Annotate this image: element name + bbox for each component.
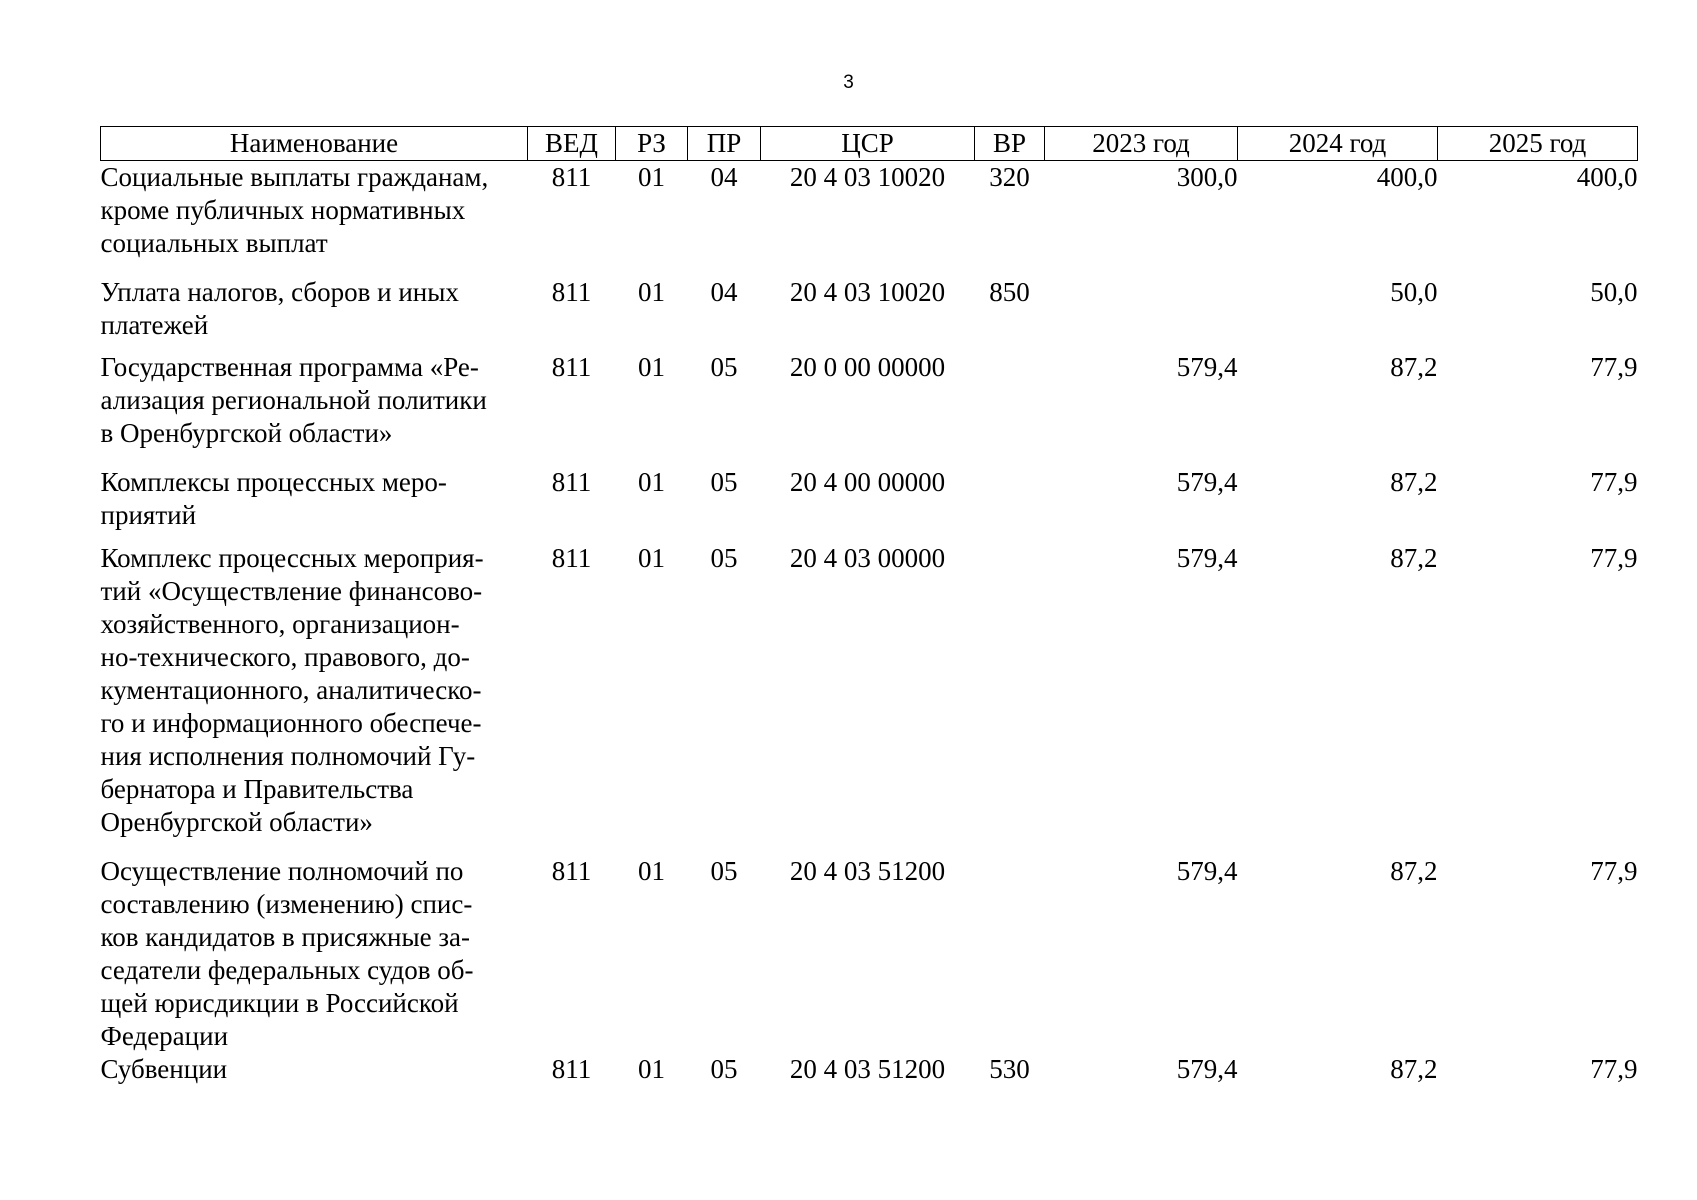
header-2023: 2023 год [1045, 127, 1238, 161]
table-row [101, 1053, 1638, 1086]
cell-ved: 811 [551, 467, 592, 497]
cell-pr: 05 [710, 352, 738, 382]
cell-vr [975, 855, 1045, 1053]
cell-name: Государственная программа «Ре- ализация региональной политики в Оренбургской области» [100, 352, 487, 448]
cell-2025: 77,9 [1590, 543, 1638, 573]
header-vr: ВР [975, 127, 1045, 161]
cell-2024: 87,2 [1390, 543, 1438, 573]
cell-2024: 87,2 [1390, 467, 1438, 497]
cell-pr: 05 [710, 467, 738, 497]
table-row [101, 542, 1638, 855]
cell-ved: 811 [551, 543, 592, 573]
cell-csr: 20 4 03 51200 [789, 856, 946, 886]
cell-2024: 400,0 [1376, 162, 1438, 192]
cell-2023: 579,4 [1176, 1054, 1238, 1084]
cell-ved: 811 [551, 162, 592, 192]
cell-ved: 811 [551, 856, 592, 886]
cell-vr [975, 466, 1045, 542]
cell-vr: 320 [989, 162, 1030, 192]
cell-2025: 77,9 [1590, 856, 1638, 886]
cell-csr: 20 4 03 10020 [789, 277, 946, 307]
cell-2025: 400,0 [1576, 162, 1638, 192]
cell-pr: 04 [710, 277, 738, 307]
cell-2023: 579,4 [1176, 856, 1238, 886]
cell-ved: 811 [551, 1054, 592, 1084]
header-pr: ПР [688, 127, 761, 161]
cell-vr [975, 542, 1045, 855]
cell-pr: 05 [710, 856, 738, 886]
cell-2023: 300,0 [1176, 162, 1238, 192]
cell-ved: 811 [551, 352, 592, 382]
cell-rz: 01 [638, 467, 665, 497]
table-row [101, 276, 1638, 351]
cell-csr: 20 0 00 00000 [789, 352, 946, 382]
header-2025: 2025 год [1438, 127, 1638, 161]
cell-csr: 20 4 03 10020 [789, 162, 946, 192]
cell-name: Комплекс процессных мероприя- тий «Осуществление финансово- хозяйственного, организацион- но-технического, правового, до- кументационного, аналитическо- го и информационного обеспече- ния исполнения полномочий Гу- бернатора и Правительства Оренбургской области» [100, 543, 484, 837]
cell-rz: 01 [638, 856, 665, 886]
table-row [101, 855, 1638, 1053]
cell-rz: 01 [638, 1054, 665, 1084]
cell-name: Субвенции [100, 1054, 228, 1084]
table-row [101, 161, 1638, 277]
page-number: 3 [843, 72, 854, 93]
cell-2024: 87,2 [1390, 352, 1438, 382]
budget-table [100, 126, 1638, 1086]
cell-pr: 05 [710, 1054, 738, 1084]
table-row [101, 351, 1638, 466]
cell-csr: 20 4 00 00000 [789, 467, 946, 497]
cell-csr: 20 4 03 00000 [789, 543, 946, 573]
cell-2024: 50,0 [1390, 277, 1438, 307]
cell-2023 [1045, 276, 1238, 351]
header-name: Наименование [101, 127, 528, 161]
header-ved: ВЕД [528, 127, 616, 161]
cell-rz: 01 [638, 352, 665, 382]
cell-name: Осуществление полномочий по составлению (изменению) спис- ков кандидатов в присяжные за- седатели федеральных судов об- щей юрисдикции в Российской Федерации [100, 856, 474, 1051]
cell-csr: 20 4 03 51200 [789, 1054, 946, 1084]
cell-2025: 77,9 [1590, 1054, 1638, 1084]
table-row [101, 466, 1638, 542]
cell-vr [975, 351, 1045, 466]
cell-vr: 850 [989, 277, 1030, 307]
cell-pr: 04 [710, 162, 738, 192]
cell-rz: 01 [638, 543, 665, 573]
cell-pr: 05 [710, 543, 738, 573]
cell-2024: 87,2 [1390, 1054, 1438, 1084]
cell-2023: 579,4 [1176, 352, 1238, 382]
cell-2025: 77,9 [1590, 352, 1638, 382]
cell-name: Уплата налогов, сборов и иных платежей [100, 277, 459, 340]
cell-2024: 87,2 [1390, 856, 1438, 886]
cell-vr: 530 [989, 1054, 1030, 1084]
header-2024: 2024 год [1238, 127, 1438, 161]
cell-ved: 811 [551, 277, 592, 307]
cell-name: Комплексы процессных меро- приятий [100, 467, 447, 530]
cell-rz: 01 [638, 277, 665, 307]
cell-rz: 01 [638, 162, 665, 192]
header-rz: РЗ [616, 127, 688, 161]
cell-2023: 579,4 [1176, 543, 1238, 573]
cell-name: Социальные выплаты гражданам, кроме публичных нормативных социальных выплат [100, 162, 489, 258]
cell-2025: 50,0 [1590, 277, 1638, 307]
cell-2023: 579,4 [1176, 467, 1238, 497]
header-csr: ЦСР [761, 127, 975, 161]
cell-2025: 77,9 [1590, 467, 1638, 497]
table-header-row [101, 127, 1638, 161]
